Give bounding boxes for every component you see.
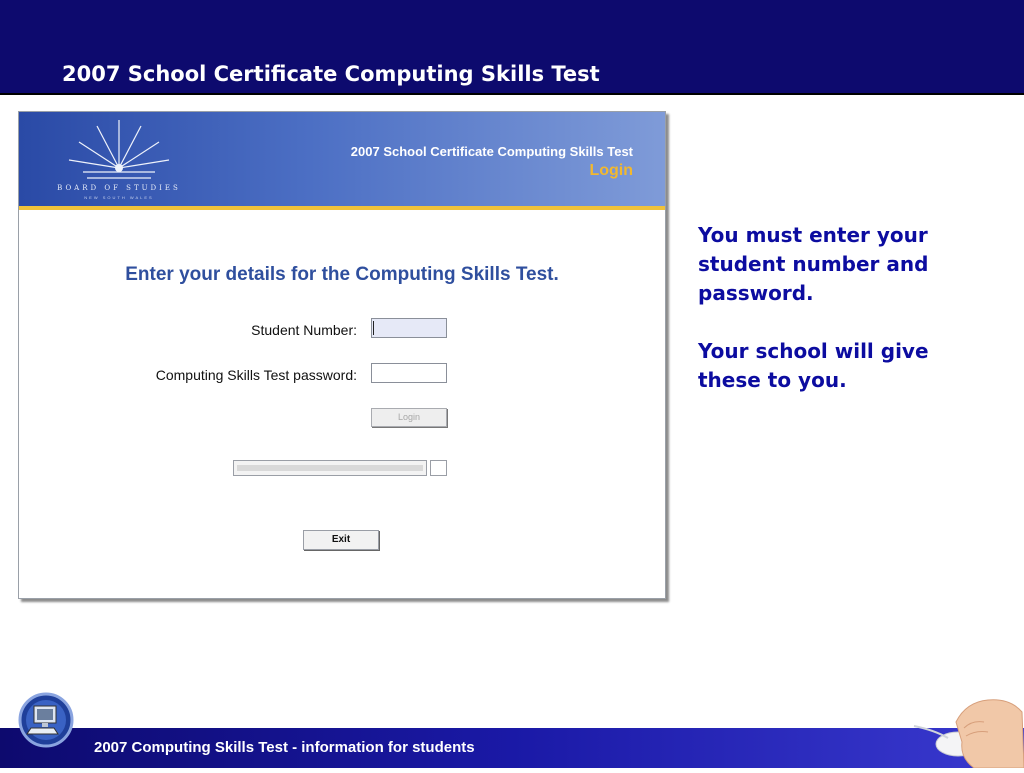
text-caret: [373, 321, 374, 335]
instruction-paragraph-2: Your school will give these to you.: [698, 339, 929, 392]
student-number-input[interactable]: [371, 318, 447, 338]
computer-icon: [18, 692, 74, 748]
password-input[interactable]: [371, 363, 447, 383]
slide-title: 2007 School Certificate Computing Skills Test: [62, 62, 600, 86]
form-heading: Enter your details for the Computing Skills Test.: [125, 264, 559, 285]
login-screenshot: [18, 111, 666, 599]
student-number-label: Student Number:: [251, 322, 357, 338]
login-page-label: Login: [589, 162, 633, 179]
board-of-studies-logo-icon: [49, 118, 189, 204]
logo-text: BOARD OF STUDIES: [57, 184, 181, 192]
progress-indicator-box: [430, 460, 447, 476]
header-divider: [19, 206, 665, 210]
hand-mouse-icon: [904, 692, 1024, 768]
progress-bar: [233, 460, 427, 476]
password-label: Computing Skills Test password:: [155, 367, 357, 383]
instructions: [698, 221, 998, 424]
progress-fill: [237, 465, 423, 471]
app-title: 2007 School Certificate Computing Skills Test: [350, 144, 633, 159]
login-button[interactable]: Login: [371, 408, 447, 427]
logo-subtext: NEW SOUTH WALES: [84, 195, 154, 200]
footer-text: 2007 Computing Skills Test - information for students: [94, 739, 475, 756]
instruction-paragraph-1: You must enter your student number and password.: [698, 223, 929, 305]
exit-button[interactable]: Exit: [303, 530, 379, 550]
